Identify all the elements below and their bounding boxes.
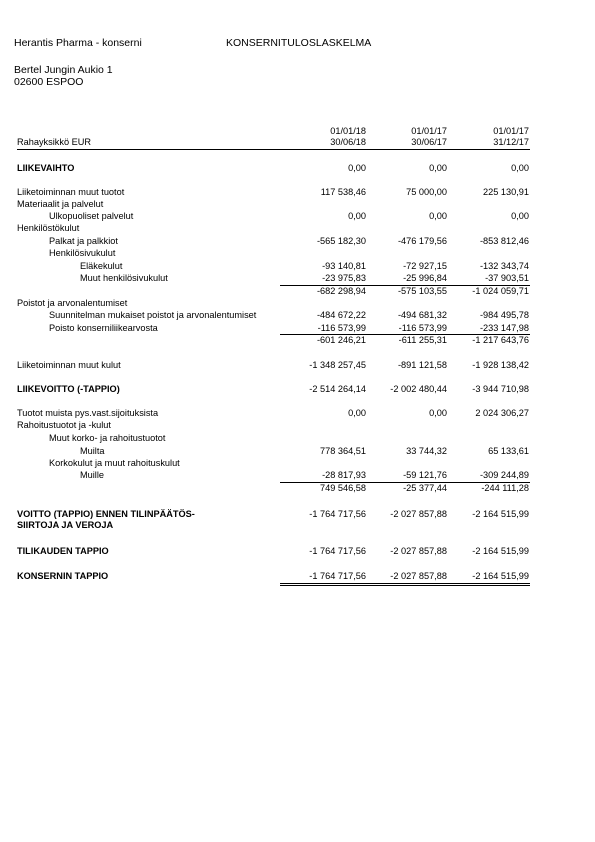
subtotal-value: -601 246,21	[316, 335, 366, 345]
row-label: Ulkopuoliset palvelut	[49, 211, 134, 221]
row-value: 225 130,91	[483, 187, 529, 197]
page-title: KONSERNITULOSLASKELMA	[226, 37, 372, 49]
address-line-2: 02600 ESPOO	[14, 76, 84, 88]
row-value: -565 182,30	[316, 236, 366, 246]
col3-to: 31/12/17	[493, 137, 529, 147]
row-value: 65 133,61	[488, 446, 529, 456]
row-value: 0,00	[348, 408, 366, 418]
subtotal-value: -1 024 059,71	[472, 286, 529, 296]
row-value: -72 927,15	[403, 261, 447, 271]
row-value: -1 928 138,42	[472, 360, 529, 370]
row-value: -1 764 717,56	[309, 509, 366, 519]
row-value: -2 164 515,99	[472, 546, 529, 556]
row-label: Poistot ja arvonalentumiset	[17, 298, 128, 308]
row-value: 0,00	[429, 163, 447, 173]
row-label: Muut henkilösivukulut	[80, 273, 168, 283]
row-value: -1 348 257,45	[309, 360, 366, 370]
row-label: LIIKEVAIHTO	[17, 163, 75, 173]
row-value: -2 164 515,99	[472, 571, 529, 581]
row-label: Suunnitelman mukaiset poistot ja arvonalentumiset	[49, 310, 257, 320]
row-value: -2 027 857,88	[390, 571, 447, 581]
row-value: 0,00	[348, 211, 366, 221]
row-value: -984 495,78	[479, 310, 529, 320]
row-value: -132 343,74	[479, 261, 529, 271]
subtotal-value: -25 377,44	[403, 483, 447, 493]
row-value: -2 027 857,88	[390, 509, 447, 519]
col1-to: 30/06/18	[330, 137, 366, 147]
row-value: -116 573,99	[317, 323, 366, 333]
row-label: Rahoitustuotot ja -kulut	[17, 420, 111, 430]
address-line-1: Bertel Jungin Aukio 1	[14, 64, 113, 76]
row-value: -309 244,89	[479, 470, 529, 480]
row-label: Eläkekulut	[80, 261, 123, 271]
row-label: Henkilöstökulut	[17, 223, 80, 233]
subtotal-value: -682 298,94	[316, 286, 366, 296]
row-label: Liiketoiminnan muut kulut	[17, 360, 121, 370]
row-value: -233 147,98	[479, 323, 529, 333]
currency-label: Rahayksikkö EUR	[17, 137, 92, 147]
row-value: -23 975,83	[322, 273, 366, 283]
row-label: KONSERNIN TAPPIO	[17, 571, 109, 581]
row-label: SIIRTOJA JA VEROJA	[17, 520, 114, 530]
row-value: -116 573,99	[398, 323, 447, 333]
total-double-rule-top	[280, 583, 530, 584]
col2-to: 30/06/17	[411, 137, 447, 147]
row-label: Muilta	[80, 446, 105, 456]
total-double-rule-bottom	[280, 585, 530, 586]
row-value: -1 764 717,56	[309, 546, 366, 556]
row-value: -891 121,58	[397, 360, 447, 370]
row-value: -853 812,46	[479, 236, 529, 246]
row-label: Poisto konserniliikearvosta	[49, 323, 158, 333]
row-value: 0,00	[429, 408, 447, 418]
row-value: -2 002 480,44	[390, 384, 447, 394]
col1-from: 01/01/18	[330, 126, 366, 136]
row-label: Tuotot muista pys.vast.sijoituksista	[17, 408, 159, 418]
row-value: 2 024 306,27	[475, 408, 529, 418]
row-value: -37 903,51	[485, 273, 529, 283]
row-label: Korkokulut ja muut rahoituskulut	[49, 458, 180, 468]
row-label: TILIKAUDEN TAPPIO	[17, 546, 109, 556]
row-value: -93 140,81	[322, 261, 366, 271]
row-value: -28 817,93	[322, 470, 366, 480]
subtotal-value: 749 546,58	[320, 483, 366, 493]
row-label: Muut korko- ja rahoitustuotot	[49, 433, 166, 443]
row-value: 0,00	[511, 211, 529, 221]
row-label: LIIKEVOITTO (-TAPPIO)	[17, 384, 120, 394]
subtotal-value: -1 217 643,76	[472, 335, 529, 345]
row-value: -3 944 710,98	[472, 384, 529, 394]
row-label: Materiaalit ja palvelut	[17, 199, 104, 209]
row-value: 75 000,00	[406, 187, 447, 197]
subtotal-value: -575 103,55	[397, 286, 447, 296]
row-value: 778 364,51	[320, 446, 366, 456]
row-value: 0,00	[429, 211, 447, 221]
row-value: -1 764 717,56	[309, 571, 366, 581]
row-value: -2 027 857,88	[390, 546, 447, 556]
row-value: -494 681,32	[397, 310, 447, 320]
row-value: -2 514 264,14	[309, 384, 366, 394]
col3-from: 01/01/17	[493, 126, 529, 136]
company-name: Herantis Pharma - konserni	[14, 37, 142, 49]
row-value: 0,00	[348, 163, 366, 173]
row-label: Palkat ja palkkiot	[49, 236, 118, 246]
row-value: -484 672,22	[316, 310, 366, 320]
header-rule	[17, 149, 530, 150]
row-value: -25 996,84	[403, 273, 447, 283]
row-label: Henkilösivukulut	[49, 248, 116, 258]
col2-from: 01/01/17	[411, 126, 447, 136]
subtotal-value: -244 111,28	[481, 483, 529, 493]
row-label: Muille	[80, 470, 104, 480]
row-value: -2 164 515,99	[472, 509, 529, 519]
row-value: -476 179,56	[397, 236, 447, 246]
row-value: -59 121,76	[403, 470, 447, 480]
row-label: VOITTO (TAPPIO) ENNEN TILINPÄÄTÖS-	[17, 509, 195, 519]
subtotal-value: -611 255,31	[398, 335, 447, 345]
row-value: 117 538,46	[320, 187, 366, 197]
row-value: 0,00	[511, 163, 529, 173]
row-value: 33 744,32	[406, 446, 447, 456]
row-label: Liiketoiminnan muut tuotot	[17, 187, 125, 197]
